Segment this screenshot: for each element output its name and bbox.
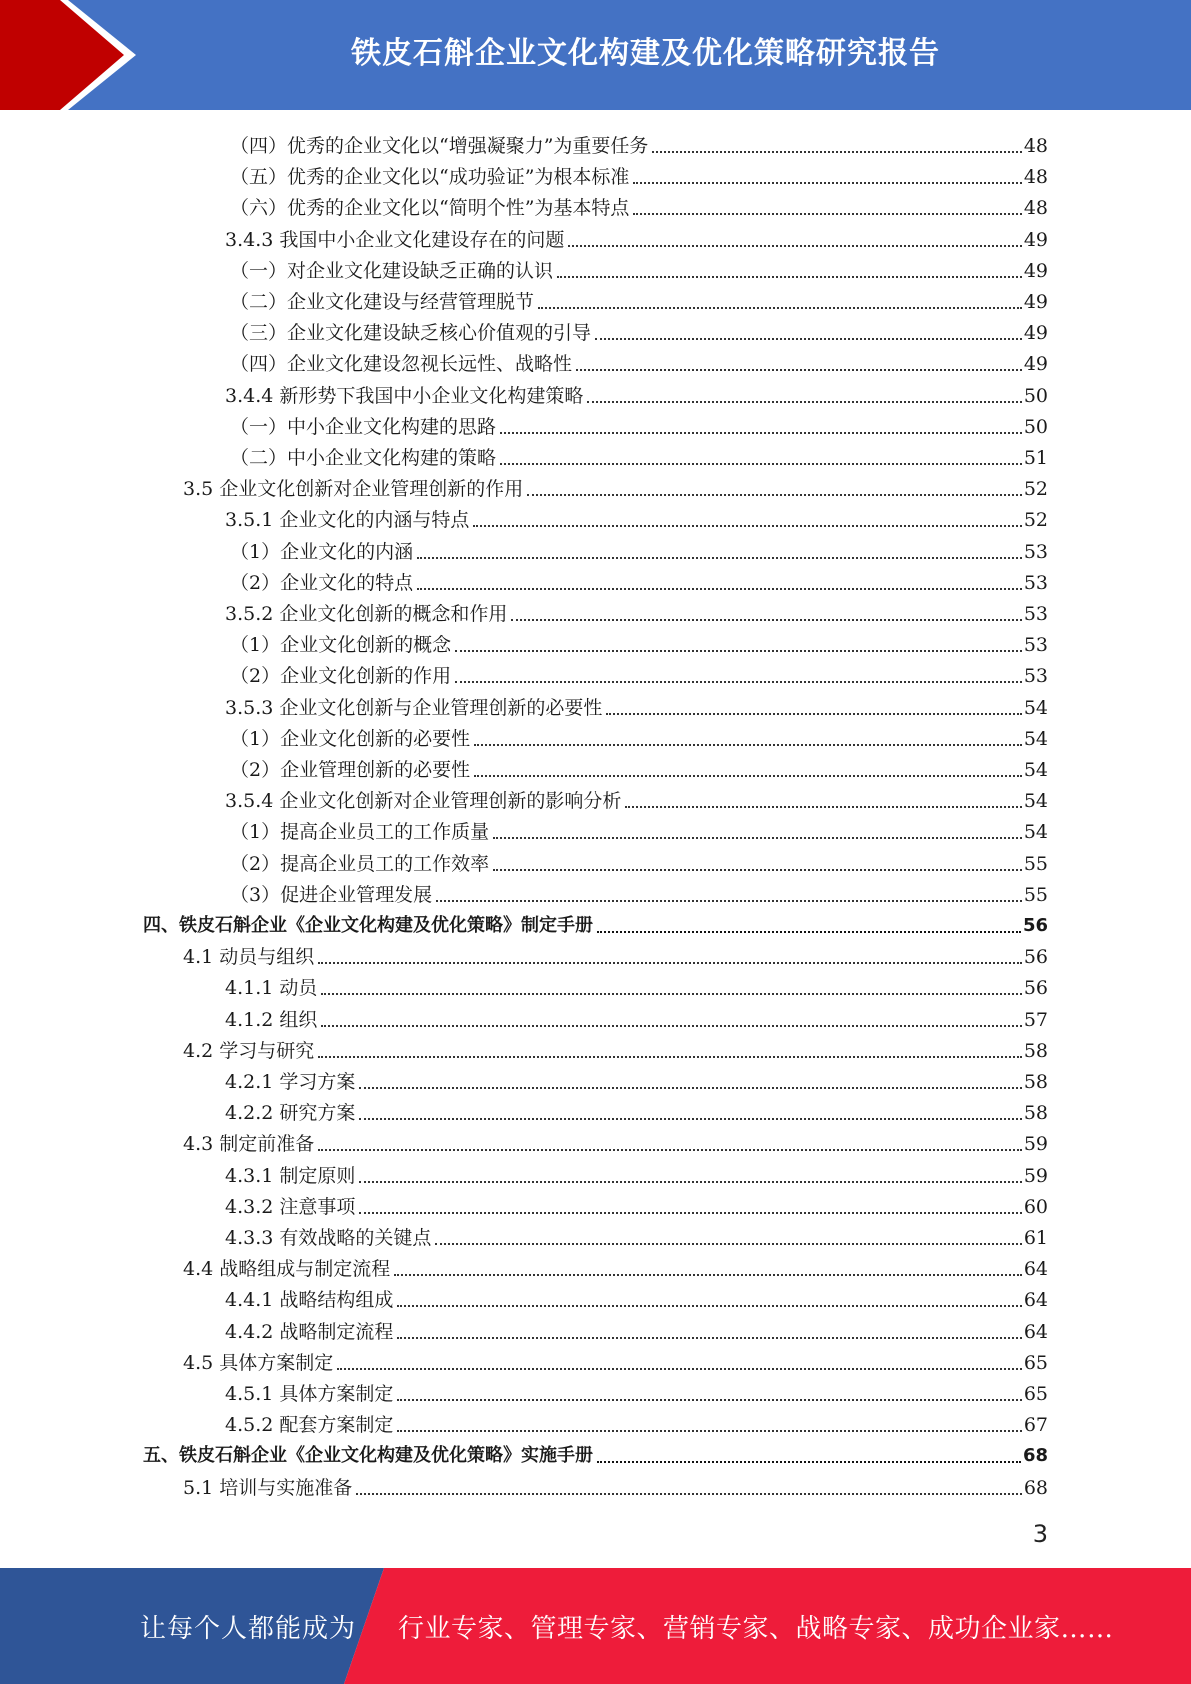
toc-entry-title: （五）优秀的企业文化以“成功验证”为根本标准 xyxy=(230,166,630,189)
toc-entry-page: 56 xyxy=(1022,915,1048,936)
toc-dot-leader xyxy=(337,1367,1022,1370)
toc-entry-page: 48 xyxy=(1023,197,1048,220)
toc-entry-page: 49 xyxy=(1023,353,1048,376)
toc-entry-page: 53 xyxy=(1023,603,1048,625)
toc-entry-page: 54 xyxy=(1023,696,1048,719)
toc-dot-leader xyxy=(455,680,1022,683)
toc-dot-leader xyxy=(633,212,1021,215)
toc-entry-title: 4.3.3 有效战略的关键点 xyxy=(225,1227,432,1249)
toc-entry-title: 4.4.1 战略结构组成 xyxy=(225,1289,394,1312)
toc-entry-page: 58 xyxy=(1023,1071,1048,1093)
toc-entry-page: 53 xyxy=(1023,665,1048,688)
toc-entry-page: 59 xyxy=(1023,1133,1048,1156)
toc-entry[interactable] xyxy=(225,1063,1048,1094)
toc-dot-leader xyxy=(318,1148,1022,1151)
toc-entry[interactable] xyxy=(225,969,1048,1000)
toc-entry-page: 55 xyxy=(1023,883,1048,906)
toc-entry-page: 51 xyxy=(1023,447,1048,469)
toc-entry-title: （2）企业文化的特点 xyxy=(230,571,414,594)
toc-entry-page: 68 xyxy=(1022,1445,1048,1467)
toc-entry[interactable] xyxy=(225,1313,1048,1344)
toc-entry[interactable] xyxy=(225,1188,1048,1219)
toc-entry[interactable] xyxy=(225,1375,1048,1406)
toc-entry[interactable] xyxy=(225,377,1048,408)
toc-entry[interactable] xyxy=(230,283,1048,314)
toc-entry-title: （3）促进企业管理发展 xyxy=(230,883,433,906)
toc-dot-leader xyxy=(511,618,1021,621)
toc-entry[interactable] xyxy=(230,564,1048,595)
footer-slogan-left: 让每个人都能成为 xyxy=(140,1613,357,1644)
page-number: 3 xyxy=(1032,1520,1048,1548)
toc-entry-title: 4.4.2 战略制定流程 xyxy=(225,1320,394,1343)
toc-dot-leader xyxy=(359,1211,1021,1214)
toc-entry-title: 5.1 培训与实施准备 xyxy=(183,1476,353,1499)
toc-entry[interactable] xyxy=(225,1219,1048,1250)
toc-entry[interactable] xyxy=(225,501,1048,532)
toc-entry-title: （1）提高企业员工的工作质量 xyxy=(230,821,490,844)
toc-entry-page: 53 xyxy=(1023,540,1048,563)
toc-entry-page: 65 xyxy=(1023,1351,1048,1374)
toc-entry[interactable] xyxy=(230,158,1048,189)
toc-dot-leader xyxy=(359,1180,1021,1183)
toc-entry-title: 3.4.3 我国中小企业文化建设存在的问题 xyxy=(225,228,565,251)
toc-entry-title: 3.5.1 企业文化的内涵与特点 xyxy=(225,509,470,532)
toc-dot-leader xyxy=(500,431,1022,434)
toc-entry-page: 49 xyxy=(1023,291,1048,313)
toc-entry-title: （一）对企业文化建设缺乏正确的认识 xyxy=(230,259,554,282)
toc-entry[interactable] xyxy=(225,595,1048,626)
toc-entry[interactable] xyxy=(230,252,1048,283)
toc-entry[interactable] xyxy=(183,1344,1048,1375)
toc-entry-page: 50 xyxy=(1023,415,1048,438)
toc-dot-leader xyxy=(557,275,1022,278)
toc-entry[interactable] xyxy=(230,657,1048,688)
toc-entry-title: （六）优秀的企业文化以“简明个性”为基本特点 xyxy=(230,197,630,220)
toc-dot-leader xyxy=(359,1117,1021,1120)
toc-entry[interactable] xyxy=(230,845,1048,876)
toc-entry-title: （二）中小企业文化构建的策略 xyxy=(230,447,497,469)
toc-dot-leader xyxy=(321,992,1021,995)
toc-entry-page: 56 xyxy=(1023,977,1048,1000)
toc-dot-leader xyxy=(397,1398,1021,1401)
toc-entry-page: 52 xyxy=(1023,478,1048,501)
toc-entry-title: （1）企业文化的内涵 xyxy=(230,540,414,563)
footer-slogan-right: 行业专家、管理专家、营销专家、战略专家、成功企业家…… xyxy=(398,1613,1114,1644)
toc-entry-page: 64 xyxy=(1023,1289,1048,1312)
page-footer xyxy=(0,1568,1191,1684)
toc-dot-leader xyxy=(633,181,1021,184)
toc-entry-title: 4.5.2 配套方案制定 xyxy=(225,1414,394,1437)
toc-entry-title: 3.5.3 企业文化创新与企业管理创新的必要性 xyxy=(225,696,603,719)
toc-dot-leader xyxy=(473,524,1021,527)
toc-entry-title: 五、铁皮石斛企业《企业文化构建及优化策略》实施手册 xyxy=(143,1445,593,1467)
toc-entry-page: 50 xyxy=(1023,384,1048,407)
toc-entry-page: 53 xyxy=(1023,571,1048,594)
toc-entry-page: 58 xyxy=(1023,1102,1048,1125)
toc-entry-title: （一）中小企业文化构建的思路 xyxy=(230,415,497,438)
toc-dot-leader xyxy=(417,556,1022,559)
toc-entry[interactable] xyxy=(230,408,1048,439)
header-arrow-icon xyxy=(0,0,160,110)
toc-entry-title: 4.3.2 注意事项 xyxy=(225,1195,356,1218)
toc-entry[interactable] xyxy=(230,345,1048,376)
toc-entry-title: （2）企业管理创新的必要性 xyxy=(230,759,471,781)
report-title: 铁皮石斛企业文化构建及优化策略研究报告 xyxy=(351,36,940,71)
toc-entry-title: 四、铁皮石斛企业《企业文化构建及优化策略》制定手册 xyxy=(143,915,593,936)
toc-entry[interactable] xyxy=(230,439,1048,470)
toc-dot-leader xyxy=(397,1429,1021,1432)
toc-entry-title: 3.5 企业文化创新对企业管理创新的作用 xyxy=(183,478,524,501)
toc-dot-leader xyxy=(435,1242,1021,1245)
toc-dot-leader xyxy=(597,1460,1021,1463)
toc-dot-leader xyxy=(436,899,1022,902)
toc-entry[interactable] xyxy=(230,533,1048,564)
toc-dot-leader xyxy=(417,587,1022,590)
toc-entry-title: 4.1 动员与组织 xyxy=(183,946,315,969)
toc-entry[interactable] xyxy=(143,1437,1048,1468)
toc-entry-title: 3.5.2 企业文化创新的概念和作用 xyxy=(225,603,508,625)
toc-entry[interactable] xyxy=(225,1157,1048,1188)
toc-entry-title: 4.5.1 具体方案制定 xyxy=(225,1383,394,1405)
toc-dot-leader xyxy=(527,493,1022,496)
toc-dot-leader xyxy=(321,1024,1021,1027)
toc-entry-page: 61 xyxy=(1023,1227,1048,1249)
toc-dot-leader xyxy=(318,961,1022,964)
toc-entry-page: 54 xyxy=(1023,727,1048,750)
toc-dot-leader xyxy=(500,462,1022,465)
toc-entry[interactable] xyxy=(183,470,1048,501)
toc-entry[interactable] xyxy=(183,1032,1048,1063)
toc-entry-page: 60 xyxy=(1023,1195,1048,1218)
toc-entry[interactable] xyxy=(183,1250,1048,1281)
toc-dot-leader xyxy=(474,774,1022,777)
toc-entry-page: 49 xyxy=(1023,322,1048,345)
toc-dot-leader xyxy=(359,1086,1021,1089)
toc-entry-title: 4.2.1 学习方案 xyxy=(225,1071,356,1093)
toc-entry-title: （2）企业文化创新的作用 xyxy=(230,665,452,688)
toc-entry-title: 4.5 具体方案制定 xyxy=(183,1351,334,1374)
toc-dot-leader xyxy=(597,930,1021,933)
toc-dot-leader xyxy=(606,712,1021,715)
toc-entry-title: 4.2 学习与研究 xyxy=(183,1039,315,1062)
toc-dot-leader xyxy=(568,244,1021,247)
toc-entry[interactable] xyxy=(230,876,1048,907)
toc-entry-page: 55 xyxy=(1023,852,1048,875)
toc-entry[interactable] xyxy=(225,782,1048,813)
toc-entry-page: 64 xyxy=(1023,1320,1048,1343)
page-header xyxy=(0,0,1191,110)
toc-entry-title: （2）提高企业员工的工作效率 xyxy=(230,852,490,875)
toc-entry[interactable] xyxy=(183,938,1048,969)
toc-entry[interactable] xyxy=(230,314,1048,345)
toc-entry-title: 4.2.2 研究方案 xyxy=(225,1102,356,1125)
toc-entry-title: （二）企业文化建设与经营管理脱节 xyxy=(230,291,535,313)
toc-entry-title: 4.1.2 组织 xyxy=(225,1008,318,1031)
toc-entry[interactable] xyxy=(230,189,1048,220)
toc-dot-leader xyxy=(397,1304,1021,1307)
toc-entry[interactable] xyxy=(225,1094,1048,1125)
toc-dot-leader xyxy=(595,337,1022,340)
toc-entry-title: 4.1.1 动员 xyxy=(225,977,318,1000)
toc-entry[interactable] xyxy=(230,626,1048,657)
toc-entry-page: 53 xyxy=(1023,634,1048,657)
toc-dot-leader xyxy=(587,400,1021,403)
toc-entry[interactable] xyxy=(183,1125,1048,1156)
toc-entry-page: 54 xyxy=(1023,821,1048,844)
toc-entry-page: 49 xyxy=(1023,228,1048,251)
toc-entry[interactable] xyxy=(225,1001,1048,1032)
toc-dot-leader xyxy=(652,150,1021,153)
toc-entry[interactable] xyxy=(225,689,1048,720)
toc-entry-title: 3.4.4 新形势下我国中小企业文化构建策略 xyxy=(225,384,584,407)
toc-dot-leader xyxy=(493,868,1022,871)
toc-dot-leader xyxy=(397,1336,1021,1339)
toc-entry-title: 4.4 战略组成与制定流程 xyxy=(183,1258,391,1281)
toc-entry-title: 4.3.1 制定原则 xyxy=(225,1164,356,1187)
toc-entry-page: 54 xyxy=(1023,790,1048,813)
toc-entry-page: 56 xyxy=(1023,946,1048,969)
toc-dot-leader xyxy=(394,1273,1022,1276)
toc-dot-leader xyxy=(318,1055,1022,1058)
toc-entry[interactable] xyxy=(225,1281,1048,1312)
toc-entry-title: （1）企业文化创新的必要性 xyxy=(230,727,471,750)
toc-dot-leader xyxy=(576,368,1022,371)
toc-entry[interactable] xyxy=(230,813,1048,844)
toc-entry-page: 48 xyxy=(1023,135,1048,157)
toc-dot-leader xyxy=(455,649,1022,652)
toc-entry-page: 48 xyxy=(1023,166,1048,189)
toc-entry-page: 54 xyxy=(1023,759,1048,781)
toc-entry-title: （1）企业文化创新的概念 xyxy=(230,634,452,657)
toc-entry[interactable] xyxy=(230,720,1048,751)
toc-entry[interactable] xyxy=(143,907,1048,938)
toc-entry-title: 3.5.4 企业文化创新对企业管理创新的影响分析 xyxy=(225,790,622,813)
toc-dot-leader xyxy=(493,836,1022,839)
toc-entry-page: 57 xyxy=(1023,1008,1048,1031)
toc-entry-title: （四）优秀的企业文化以“增强凝聚力”为重要任务 xyxy=(230,135,649,157)
toc-entry-page: 68 xyxy=(1023,1476,1048,1499)
toc-entry-page: 59 xyxy=(1023,1164,1048,1187)
toc-entry-page: 64 xyxy=(1023,1258,1048,1281)
toc-dot-leader xyxy=(625,805,1021,808)
toc-entry[interactable] xyxy=(183,1469,1048,1500)
toc-dot-leader xyxy=(474,743,1022,746)
toc-entry-page: 58 xyxy=(1023,1039,1048,1062)
toc-entry-page: 67 xyxy=(1023,1414,1048,1437)
toc-entry-page: 49 xyxy=(1023,259,1048,282)
toc-entry-page: 52 xyxy=(1023,509,1048,532)
toc-dot-leader xyxy=(356,1492,1022,1495)
toc-dot-leader xyxy=(538,306,1022,309)
toc-entry[interactable] xyxy=(230,751,1048,782)
toc-entry-page: 65 xyxy=(1023,1383,1048,1405)
toc-entry-title: （四）企业文化建设忽视长远性、战略性 xyxy=(230,353,573,376)
toc-entry[interactable] xyxy=(230,127,1048,158)
toc-entry[interactable] xyxy=(225,221,1048,252)
toc-entry-title: 4.3 制定前准备 xyxy=(183,1133,315,1156)
toc-entry-title: （三）企业文化建设缺乏核心价值观的引导 xyxy=(230,322,592,345)
toc-entry[interactable] xyxy=(225,1406,1048,1437)
